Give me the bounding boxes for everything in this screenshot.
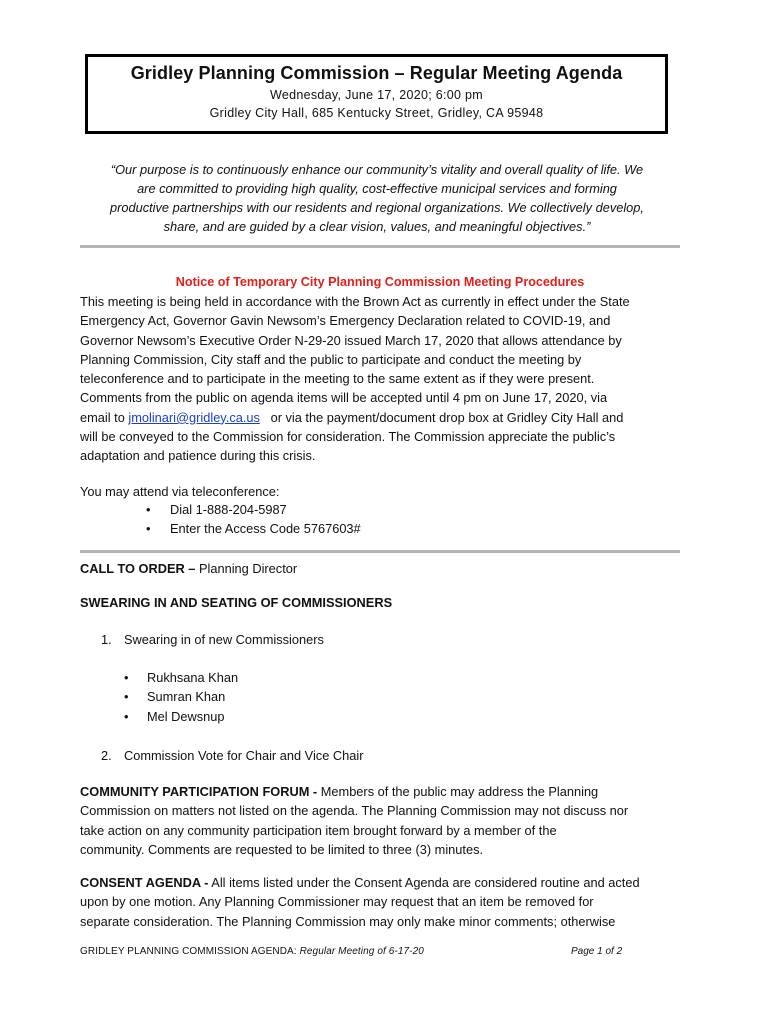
meeting-location: Gridley City Hall, 685 Kentucky Street, Gridley, CA 95948 [209, 106, 544, 120]
notice-line: This meeting is being held in accordance with the Brown Act as currently in effect under the State [80, 294, 630, 309]
notice-line: teleconference and to participate in the meeting to the same extent as if they were present. [80, 371, 595, 387]
email-suffix: or via the payment/document drop box at Gridley City Hall and [259, 409, 624, 425]
mission-line: share, and are guided by a clear vision, values, and meaningful objectives.” [163, 219, 591, 234]
notice-line: Planning Commission, City staff and the public to participate and conduct the meeting by [80, 351, 582, 367]
notice-body [80, 292, 680, 466]
item-text: Commission Vote for Chair and Vice Chair [124, 748, 364, 763]
item-number: 2. [101, 748, 112, 763]
agenda-item-1 [101, 630, 324, 649]
consent-line [80, 873, 680, 892]
commissioner-name: Rukhsana Khan [147, 670, 239, 685]
divider [80, 550, 680, 553]
page-title: Gridley Planning Commission – Regular Meeting Agenda [130, 63, 623, 83]
notice-line: Emergency Act, Governor Gavin Newsom’s Emergency Declaration related to COVID-19, and [80, 313, 611, 329]
bullet-icon: • [124, 670, 129, 685]
bullet-icon: • [146, 502, 151, 517]
list-item [80, 707, 680, 726]
dial-number: Dial 1-888-204-5987 [170, 502, 287, 517]
email-prefix: email to [80, 409, 129, 425]
forum-line [80, 782, 680, 801]
forum-line: community. Comments are requested to be limited to three (3) minutes. [80, 841, 484, 857]
call-to-order-label: CALL TO ORDER – [80, 561, 196, 576]
footer-meeting: Regular Meeting of 6-17-20 [299, 946, 424, 957]
forum-text: Members of the public may address the Planning [317, 784, 599, 799]
consent-text: All items listed under the Consent Agenda are considered routine and acted [208, 875, 640, 890]
list-item [80, 668, 680, 687]
attend-list [80, 500, 680, 539]
footer-title: GRIDLEY PLANNING COMMISSION AGENDA: [80, 946, 300, 957]
call-to-order [80, 559, 680, 578]
meeting-datetime: Wednesday, June 17, 2020; 6:00 pm [269, 88, 484, 102]
mission-line: productive partnerships with our residents and regional organizations. We collectively develop, [110, 200, 644, 215]
commissioner-name: Mel Dewsnup [147, 708, 225, 724]
list-item [80, 519, 680, 538]
bullet-icon: • [146, 521, 151, 537]
consent-label: CONSENT AGENDA - [80, 875, 209, 890]
divider [80, 245, 680, 248]
forum-line: Commission on matters not listed on the agenda. The Planning Commission may not discuss nor [80, 803, 629, 819]
list-item [80, 500, 680, 519]
email-link[interactable]: jmolinari@gridley.ca.us [128, 409, 260, 425]
mission-statement [86, 160, 668, 236]
attend-intro: You may attend via teleconference: [80, 484, 280, 499]
item-number: 1. [101, 632, 112, 647]
consent-agenda [80, 873, 680, 931]
commissioner-list [80, 668, 680, 726]
access-code: Enter the Access Code 5767603# [170, 521, 361, 537]
community-forum [80, 782, 680, 859]
mission-line: “Our purpose is to continuously enhance our community’s vitality and overall quality of life. We [110, 162, 644, 177]
forum-label: COMMUNITY PARTICIPATION FORUM - [80, 784, 318, 799]
item-text: Swearing in of new Commissioners [124, 632, 324, 647]
notice-line: adaptation and patience during this crisis. [80, 448, 316, 464]
footer-label [80, 946, 424, 957]
notice-line: will be conveyed to the Commission for consideration. The Commission appreciate the public’s [80, 429, 616, 445]
commissioner-name: Sumran Khan [147, 689, 226, 705]
notice-title: Notice of Temporary City Planning Commission Meeting Procedures [175, 275, 585, 289]
bullet-icon: • [124, 708, 129, 724]
page-number: Page 1 of 2 [571, 946, 623, 957]
call-to-order-text: Planning Director [195, 561, 298, 576]
swearing-heading: SWEARING IN AND SEATING OF COMMISSIONERS [80, 595, 393, 610]
forum-line: take action on any community participation item brought forward by a member of the [80, 822, 557, 838]
notice-line: Governor Newsom’s Executive Order N-29-20 issued March 17, 2020 that allows attendance by [80, 332, 622, 348]
notice-email-line [80, 408, 680, 427]
notice-line: Comments from the public on agenda items will be accepted until 4 pm on June 17, 2020, via [80, 390, 608, 406]
list-item [80, 687, 680, 706]
consent-line: upon by one motion. Any Planning Commissioner may request that an item be removed for [80, 894, 594, 910]
mission-line: are committed to providing high quality, cost-effective municipal services and forming [137, 181, 617, 196]
bullet-icon: • [124, 689, 129, 705]
agenda-item-2 [101, 746, 363, 765]
header-box [85, 54, 668, 134]
consent-line: separate consideration. The Planning Commission may only make minor comments; otherwise [80, 913, 616, 929]
